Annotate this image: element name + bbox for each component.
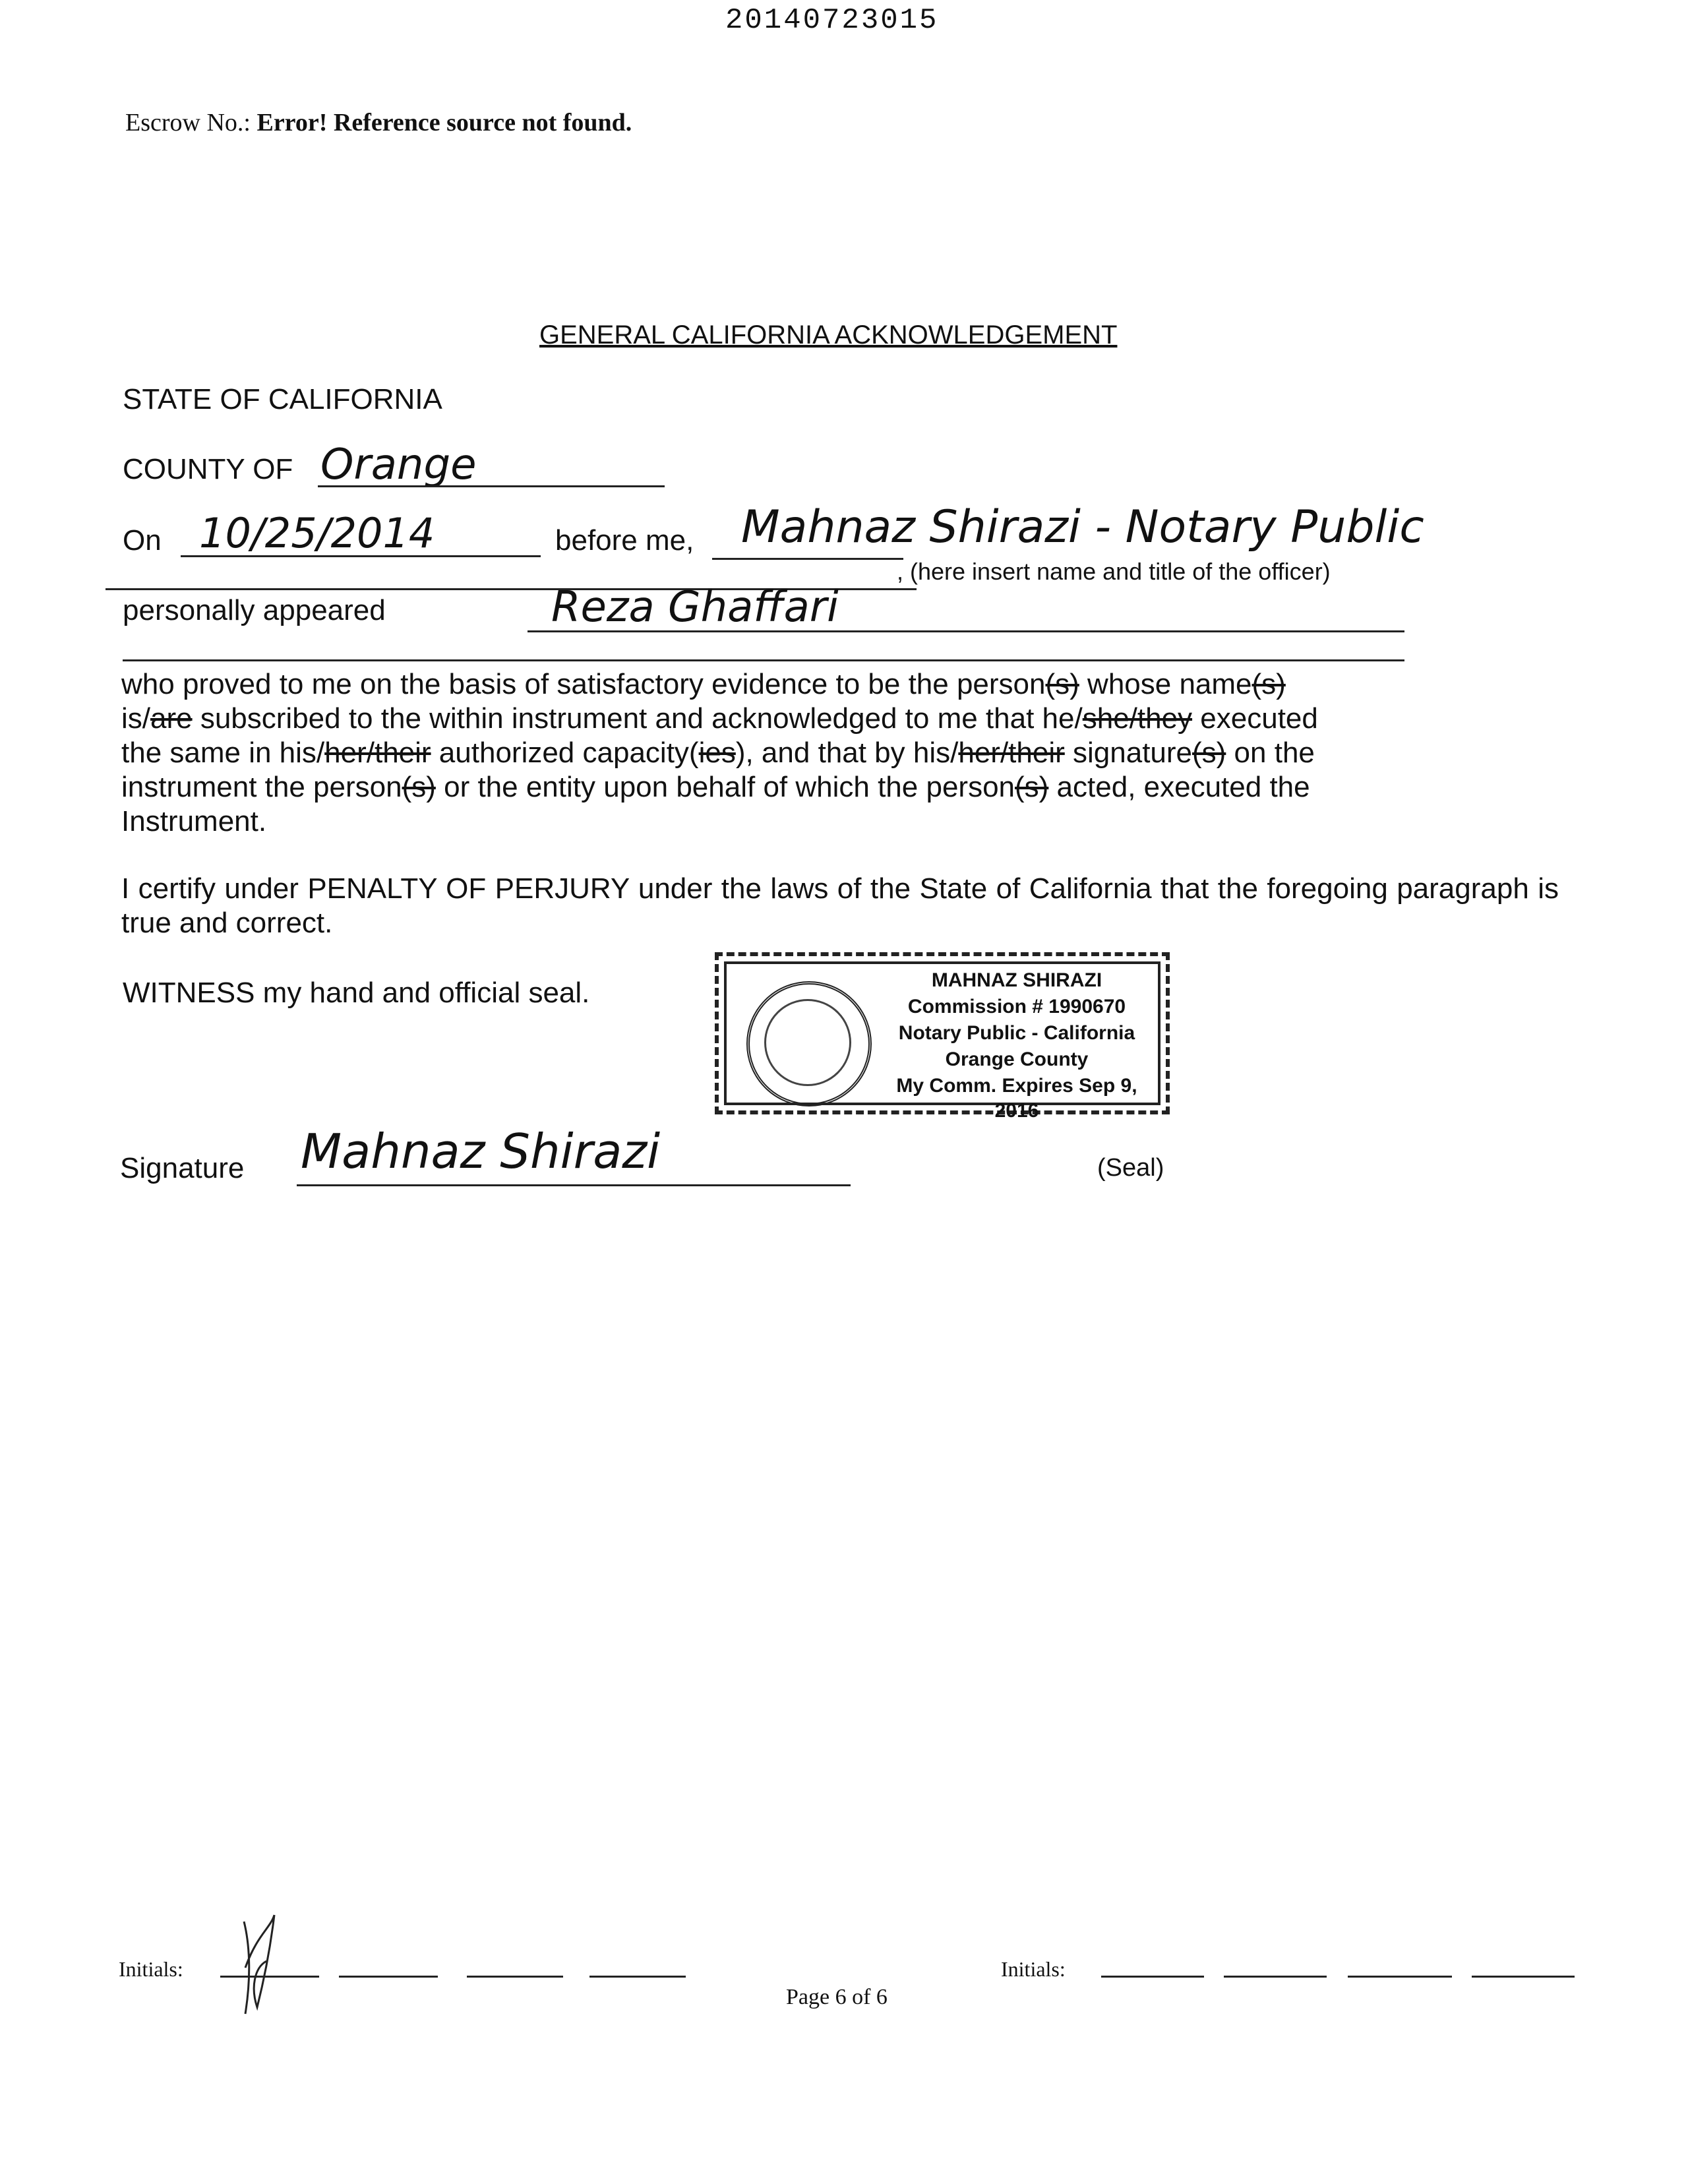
escrow-line [125,108,632,137]
appeared-underline [528,630,1404,632]
initials-left-blank-2 [339,1976,438,1978]
certification-paragraph: I certify under PENALTY OF PERJURY under the laws of the State of California that the foregoing paragraph is true and correct. [121,872,1559,939]
signature-label: Signature [120,1152,245,1184]
signature-value: Mahnaz Shirazi [301,1124,661,1179]
initials-left-blank-1 [220,1976,319,1978]
paragraph-line: who proved to me on the basis of satisfactory evidence to be the person(s) whose name(s) [121,668,1286,700]
paragraph-line: Instrument. [121,805,267,837]
appeared-value: Reza Ghaffari [551,583,839,632]
blank-underline [123,659,1404,661]
stamp-border [724,961,1160,1122]
page-title: GENERAL CALIFORNIA ACKNOWLEDGEMENT [539,320,1118,349]
before-me-label: before me, [555,524,694,557]
acknowledgement-paragraph [121,667,1404,839]
paragraph-line: instrument the person(s) or the entity upon behalf of which the person(s) acted, executed the [121,771,1310,803]
initials-left-label: Initials: [119,1957,183,1981]
seal-inner-ring [764,999,851,1086]
paragraph-line: is/are subscribed to the within instrument and acknowledged to me that he/she/they executed [121,702,1318,735]
stamp-county: Orange County [945,1048,1089,1070]
date-underline [181,555,541,557]
document-number: 20140723015 [725,4,939,37]
initials-right-label: Initials: [1001,1957,1066,1981]
officer-value: Mahnaz Shirazi - Notary Public [741,501,1424,553]
initials-right-blank-1 [1101,1976,1204,1978]
county-value: Orange [320,440,477,489]
state-seal-icon [746,981,872,1107]
stamp-commission: Commission # 1990670 [907,996,1126,1017]
initials-mark-icon [231,1908,290,2024]
officer-hint: , (here insert name and title of the officer) [897,558,1331,585]
stamp-title: Notary Public - California [898,1022,1135,1044]
page-number: Page 6 of 6 [786,1985,888,2009]
county-underline [318,485,665,487]
stamp-expires: My Comm. Expires Sep 9, 2016 [896,1075,1137,1122]
initials-right-blank-2 [1224,1976,1327,1978]
initials-left-blank-3 [467,1976,563,1978]
on-label: On [123,524,162,557]
county-label: COUNTY OF [123,453,293,485]
escrow-label: Escrow No.: [125,109,251,136]
initials-right-blank-4 [1472,1976,1575,1978]
escrow-value: Error! Reference source not found. [256,109,632,136]
date-value: 10/25/2014 [199,509,435,557]
stamp-name: MAHNAZ SHIRAZI [931,969,1102,991]
initials-left-blank-4 [589,1976,686,1978]
seal-label: (Seal) [1097,1154,1164,1182]
signature-underline [297,1184,851,1186]
witness-line: WITNESS my hand and official seal. [123,977,590,1009]
notary-stamp [715,952,1170,1122]
state-label: STATE OF CALIFORNIA [123,383,442,415]
officer-underline [712,558,903,560]
appeared-label: personally appeared [123,594,386,626]
initials-right-blank-3 [1348,1976,1452,1978]
paragraph-line: the same in his/her/their authorized capacity(ies), and that by his/her/their signature(s) on the [121,737,1315,769]
